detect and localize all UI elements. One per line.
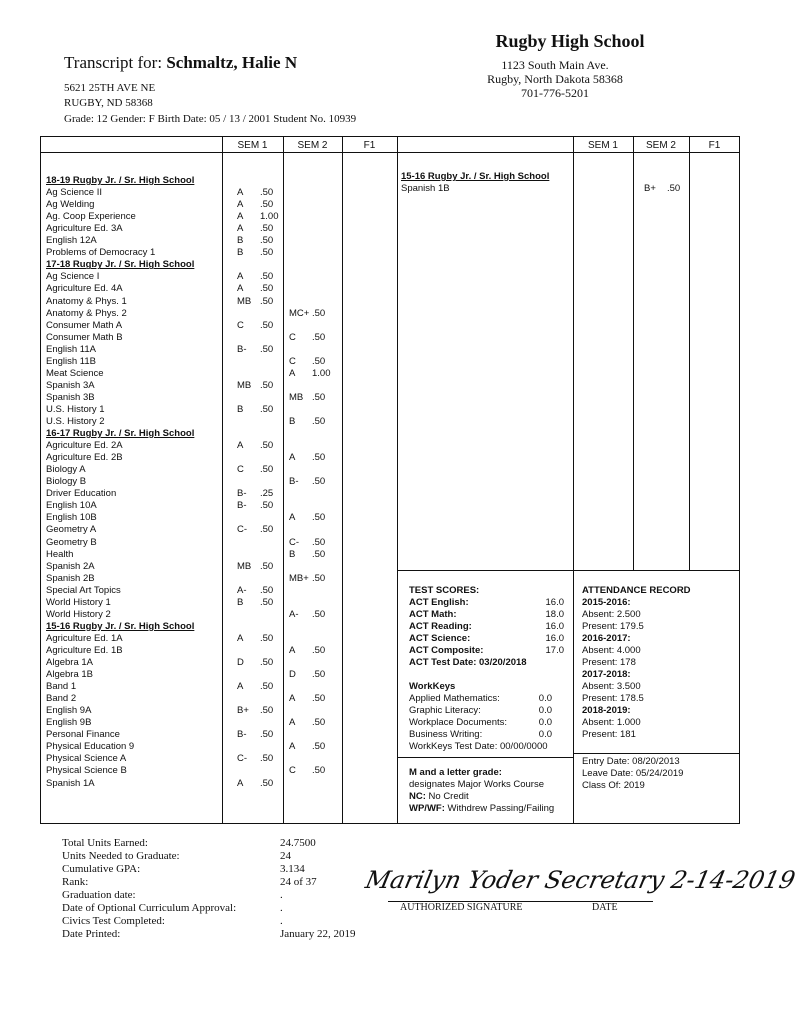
workkeys-value: 0.0 [538, 717, 552, 728]
sem2-grade: A [289, 644, 296, 656]
course-name: Ag. Coop Experience [46, 211, 136, 223]
sem2-grade: D [289, 669, 296, 681]
sem2-units: .50 [312, 512, 326, 524]
summary-value: 24 of 37 [280, 876, 317, 888]
sem2-units: .50 [312, 669, 326, 681]
sem2-grade: B [289, 548, 296, 560]
sem2-grade: MC+ [289, 307, 310, 319]
sem2-units: .50 [312, 608, 326, 620]
summary-value: . [280, 889, 283, 901]
sem1-grade: C- [237, 753, 248, 765]
workkeys-label: Applied Mathematics: [409, 693, 500, 704]
divider [40, 152, 740, 153]
sem1-grade: MB [237, 379, 252, 391]
sem1-grade: A [237, 271, 244, 283]
divider [689, 136, 690, 570]
sem2-units: .50 [312, 693, 326, 705]
sem2-units: .50 [312, 536, 326, 548]
sem1-units: .50 [260, 403, 274, 415]
sem2-grade: B+ [644, 183, 656, 194]
sem1-grade: C [237, 319, 244, 331]
attendance-present: Present: 181 [582, 729, 636, 740]
legend-major-works-label: M and a letter grade: [409, 767, 502, 778]
sem1-units: .50 [260, 584, 274, 596]
sem2-units: 1.00 [312, 367, 331, 379]
sem1-grade: A [237, 187, 244, 199]
workkeys-row [409, 693, 564, 705]
sem2-grade: A [289, 717, 296, 729]
sem2-grade: C [289, 355, 296, 367]
course-name: Health [46, 548, 74, 560]
sem2-units: .50 [312, 476, 326, 488]
sem1-grade: B- [237, 729, 247, 741]
course-name: Algebra 1A [46, 657, 94, 668]
course-name: Special Art Topics [46, 584, 121, 596]
sem2-grade: A [289, 367, 296, 379]
workkeys-label: Graphic Literacy: [409, 705, 481, 716]
col-sem2-right: SEM 2 [645, 140, 676, 151]
test-scores-title: TEST SCORES: [409, 585, 480, 596]
divider [342, 136, 343, 824]
sem1-units: .50 [260, 440, 274, 452]
course-name: Spanish 3B [46, 391, 95, 403]
handwritten-signature: Marilyn Yoder Secretary 2-14-2019 [363, 866, 798, 894]
divider [397, 757, 573, 758]
school-city: Rugby, North Dakota 58368 [487, 72, 623, 86]
sem2-grade: MB [289, 391, 304, 403]
term-heading: 17-18 Rugby Jr. / Sr. High School [46, 259, 195, 271]
transcript-title [64, 53, 297, 73]
sem2-units: .50 [312, 572, 326, 584]
summary-value: 3.134 [280, 863, 305, 875]
sem1-grade: B- [237, 343, 247, 355]
sem2-units: .50 [312, 416, 326, 427]
summary-label: Rank: [62, 876, 89, 888]
act-score-value: 17.0 [545, 645, 564, 656]
act-score-row [409, 609, 564, 621]
course-name: World History 1 [46, 596, 111, 608]
act-score-value: 16.0 [545, 597, 564, 608]
workkeys-test-date: WorkKeys Test Date: 00/00/0000 [409, 741, 548, 752]
summary-value: . [280, 915, 283, 927]
sem2-grade: B- [289, 476, 299, 488]
summary-row [62, 837, 382, 850]
sem1-grade: MB [237, 560, 252, 572]
sem2-units: .50 [312, 548, 326, 560]
sem2-units: .50 [312, 741, 326, 753]
sem2-grade: A [289, 741, 296, 753]
course-name: Meat Science [46, 367, 104, 379]
divider [222, 136, 223, 824]
summary-label: Cumulative GPA: [62, 863, 141, 875]
sem2-grade: C- [289, 536, 300, 548]
sem1-units: .50 [260, 657, 274, 668]
act-score-row [409, 633, 564, 645]
sem1-units: .50 [260, 247, 274, 259]
sem1-units: .50 [260, 187, 274, 199]
workkeys-value: 0.0 [538, 705, 552, 716]
sem1-grade: A [237, 283, 244, 295]
workkeys-row [409, 729, 564, 741]
sem1-units: .50 [260, 199, 274, 211]
course-name: English 10A [46, 500, 97, 512]
sem2-grade: MB+ [289, 572, 309, 584]
act-score-row [409, 597, 564, 609]
legend-nc-text: No Credit [425, 791, 469, 802]
course-name: Agriculture Ed. 2A [46, 440, 123, 452]
sem1-grade: B [237, 247, 244, 259]
attendance-absent: Absent: 4.000 [582, 645, 641, 656]
legend-nc-label: NC: [409, 791, 426, 802]
summary-row [62, 850, 382, 863]
sem1-units: .50 [260, 295, 274, 307]
sem2-units: .50 [312, 644, 326, 656]
sem1-units: .50 [260, 705, 274, 717]
test-scores-box [409, 585, 564, 753]
course-name: Ag Science I [46, 271, 100, 283]
summary-label: Graduation date: [62, 889, 136, 901]
course-name: U.S. History 2 [46, 416, 105, 427]
act-score-label: ACT Composite: [409, 645, 484, 656]
summary-value: . [280, 902, 283, 914]
summary-label: Units Needed to Graduate: [62, 850, 180, 862]
divider [283, 136, 284, 824]
sem1-units: 1.00 [260, 211, 279, 223]
sem1-grade: C- [237, 524, 248, 536]
sem1-units: .25 [260, 488, 274, 500]
sem1-units: .50 [260, 319, 274, 331]
sem1-units: .50 [260, 271, 274, 283]
sem1-units: .50 [260, 235, 274, 247]
sem2-grade: A [289, 512, 296, 524]
sem1-units: .50 [260, 379, 274, 391]
course-name: English 11A [46, 343, 96, 355]
col-sem1-left: SEM 1 [237, 140, 268, 151]
course-name: Physical Science A [46, 753, 127, 765]
term-heading: 16-17 Rugby Jr. / Sr. High School [46, 428, 195, 440]
course-name: U.S. History 1 [46, 403, 105, 415]
signature-date-label: DATE [592, 902, 618, 913]
act-score-row [409, 621, 564, 633]
sem1-grade: A [237, 777, 244, 789]
summary-label: Date of Optional Curriculum Approval: [62, 902, 237, 914]
course-name: Spanish 2A [46, 560, 95, 572]
course-name: Agriculture Ed. 1A [46, 632, 123, 644]
course-name: Spanish 1A [46, 777, 95, 789]
sem1-grade: A [237, 199, 244, 211]
summary-row [62, 928, 382, 941]
col-sem1-right: SEM 1 [587, 140, 618, 151]
workkeys-title: WorkKeys [409, 681, 456, 692]
sem1-units: .50 [260, 464, 274, 476]
summary-label: Total Units Earned: [62, 837, 148, 849]
sem2-grade: B [289, 416, 296, 427]
sem1-grade: A [237, 681, 244, 693]
divider [573, 753, 740, 754]
legend-wpwf-label: WP/WF: [409, 803, 445, 814]
course-name: Ag Science II [46, 187, 102, 199]
sem1-units: .50 [260, 223, 274, 235]
act-score-label: ACT English: [409, 597, 469, 608]
legend-wpwf-text: Withdrew Passing/Failing [444, 803, 555, 814]
school-phone: 701-776-5201 [521, 86, 589, 100]
summary-value: 24 [280, 850, 291, 862]
attendance-year: 2015-2016: [582, 597, 631, 608]
sem1-units: .50 [260, 500, 274, 512]
attendance-present: Present: 178 [582, 657, 636, 668]
summary-value: January 22, 2019 [280, 928, 356, 940]
sem2-units: .50 [312, 765, 326, 777]
course-name: Ag Welding [46, 199, 95, 211]
sem1-units: .50 [260, 753, 274, 765]
student-address-2: RUGBY, ND 58368 [64, 97, 153, 109]
student-info-line: Grade: 12 Gender: F Birth Date: 05 / 13 / 2001 Student No. 10939 [64, 113, 357, 125]
act-test-date: ACT Test Date: 03/20/2018 [409, 657, 527, 668]
authorized-signature-label: AUTHORIZED SIGNATURE [400, 902, 523, 913]
sem1-units: .50 [260, 343, 274, 355]
summary-label: Date Printed: [62, 928, 121, 940]
sem2-units: .50 [312, 717, 326, 729]
attendance-year: 2016-2017: [582, 633, 631, 644]
grade-legend [409, 767, 569, 815]
term-heading: 15-16 Rugby Jr. / Sr. High School [401, 171, 550, 182]
course-name: English 9B [46, 717, 92, 729]
sem1-units: .50 [260, 777, 274, 789]
course-name: English 11B [46, 355, 96, 367]
act-score-row [409, 645, 564, 657]
sem1-units: .50 [260, 560, 274, 572]
sem1-grade: B- [237, 500, 247, 512]
sem1-grade: B [237, 403, 244, 415]
divider [397, 570, 740, 571]
sem2-grade: C [289, 765, 296, 777]
course-name: Anatomy & Phys. 2 [46, 307, 127, 319]
course-name: Band 2 [46, 693, 77, 705]
summary-value: 24.7500 [280, 837, 316, 849]
summary-row [62, 876, 382, 889]
sem1-units: .50 [260, 524, 274, 536]
sem2-units: .50 [312, 355, 326, 367]
summary-row [62, 889, 382, 902]
sem1-grade: A [237, 632, 244, 644]
divider [397, 136, 398, 824]
entry-date: Entry Date: 08/20/2013 [582, 756, 680, 767]
summary-row [62, 863, 382, 876]
leave-date: Leave Date: 05/24/2019 [582, 768, 684, 779]
class-of: Class Of: 2019 [582, 780, 645, 791]
course-name: Band 1 [46, 681, 77, 693]
legend-major-works-text: designates Major Works Course [409, 779, 544, 790]
sem1-grade: MB [237, 295, 252, 307]
sem1-units: .50 [260, 596, 274, 608]
course-name: Consumer Math A [46, 319, 123, 331]
workkeys-row [409, 717, 564, 729]
sem1-grade: A- [237, 584, 247, 596]
sem1-grade: C [237, 464, 244, 476]
student-address-1: 5621 25TH AVE NE [64, 82, 156, 94]
sem2-units: .50 [312, 307, 326, 319]
col-f1-left: F1 [363, 140, 376, 151]
course-name: Geometry A [46, 524, 97, 536]
divider [633, 136, 634, 570]
summary-label: Civics Test Completed: [62, 915, 165, 927]
sem1-grade: B [237, 596, 244, 608]
course-name: Spanish 2B [46, 572, 95, 584]
sem2-units: .50 [312, 452, 326, 464]
course-name: English 12A [46, 235, 97, 247]
sem1-units: .50 [260, 681, 274, 693]
transcript-label: Transcript for: [64, 53, 163, 72]
sem1-grade: B [237, 235, 244, 247]
sem2-units: .50 [312, 391, 326, 403]
course-name: Physical Education 9 [46, 741, 135, 753]
summary-row [62, 915, 382, 928]
enrollment-box [582, 756, 732, 792]
workkeys-row [409, 705, 564, 717]
col-f1-right: F1 [708, 140, 721, 151]
summary-block [62, 837, 382, 941]
course-name: Physical Science B [46, 765, 127, 777]
workkeys-label: Workplace Documents: [409, 717, 508, 728]
workkeys-label: Business Writing: [409, 729, 483, 740]
sem2-grade: A- [289, 608, 299, 620]
course-name: English 10B [46, 512, 97, 524]
attendance-absent: Absent: 2.500 [582, 609, 641, 620]
sem1-grade: A [237, 211, 244, 223]
attendance-present: Present: 178.5 [582, 693, 644, 704]
term-heading: 15-16 Rugby Jr. / Sr. High School [46, 620, 195, 632]
course-name: English 9A [46, 705, 92, 717]
sem2-grade: A [289, 693, 296, 705]
sem2-units: .50 [667, 183, 681, 194]
course-name: Problems of Democracy 1 [46, 247, 156, 259]
divider [573, 136, 574, 824]
sem1-units: .50 [260, 632, 274, 644]
sem1-units: .50 [260, 729, 274, 741]
col-sem2-left: SEM 2 [297, 140, 328, 151]
school-name: Rugby High School [495, 31, 645, 51]
workkeys-value: 0.0 [538, 693, 552, 704]
act-score-value: 18.0 [545, 609, 564, 620]
course-name: Biology B [46, 476, 87, 488]
course-name: Spanish 3A [46, 379, 95, 391]
sem2-units: .50 [312, 331, 326, 343]
course-name: Agriculture Ed. 4A [46, 283, 123, 295]
course-name: World History 2 [46, 608, 111, 620]
attendance-title: ATTENDANCE RECORD [582, 585, 691, 596]
course-name: Consumer Math B [46, 331, 123, 343]
act-score-label: ACT Reading: [409, 621, 472, 632]
act-score-label: ACT Math: [409, 609, 457, 620]
sem1-grade: A [237, 440, 244, 452]
act-score-value: 16.0 [545, 621, 564, 632]
sem1-grade: B- [237, 488, 247, 500]
course-name: Agriculture Ed. 1B [46, 644, 123, 656]
course-name: Agriculture Ed. 3A [46, 223, 123, 235]
sem1-grade: D [237, 657, 244, 668]
sem1-grade: B+ [237, 705, 249, 717]
course-name: Agriculture Ed. 2B [46, 452, 123, 464]
student-name: Schmaltz, Halie N [166, 53, 298, 72]
attendance-present: Present: 179.5 [582, 621, 644, 632]
workkeys-value: 0.0 [538, 729, 552, 740]
act-score-value: 16.0 [545, 633, 564, 644]
attendance-absent: Absent: 1.000 [582, 717, 641, 728]
course-name: Algebra 1B [46, 669, 94, 681]
attendance-absent: Absent: 3.500 [582, 681, 641, 692]
sem2-grade: A [289, 452, 296, 464]
course-name: Anatomy & Phys. 1 [46, 295, 127, 307]
course-name: Biology A [46, 464, 86, 476]
course-name: Geometry B [46, 536, 97, 548]
attendance-year: 2017-2018: [582, 669, 631, 680]
attendance-box [582, 585, 732, 741]
course-name: Personal Finance [46, 729, 120, 741]
sem1-grade: A [237, 223, 244, 235]
attendance-year: 2018-2019: [582, 705, 631, 716]
summary-row [62, 902, 382, 915]
course-name: Spanish 1B [401, 183, 450, 194]
term-heading: 18-19 Rugby Jr. / Sr. High School [46, 175, 195, 186]
course-name: Driver Education [46, 488, 117, 500]
act-score-label: ACT Science: [409, 633, 471, 644]
sem2-grade: C [289, 331, 296, 343]
school-street: 1123 South Main Ave. [501, 58, 609, 72]
sem1-units: .50 [260, 283, 274, 295]
